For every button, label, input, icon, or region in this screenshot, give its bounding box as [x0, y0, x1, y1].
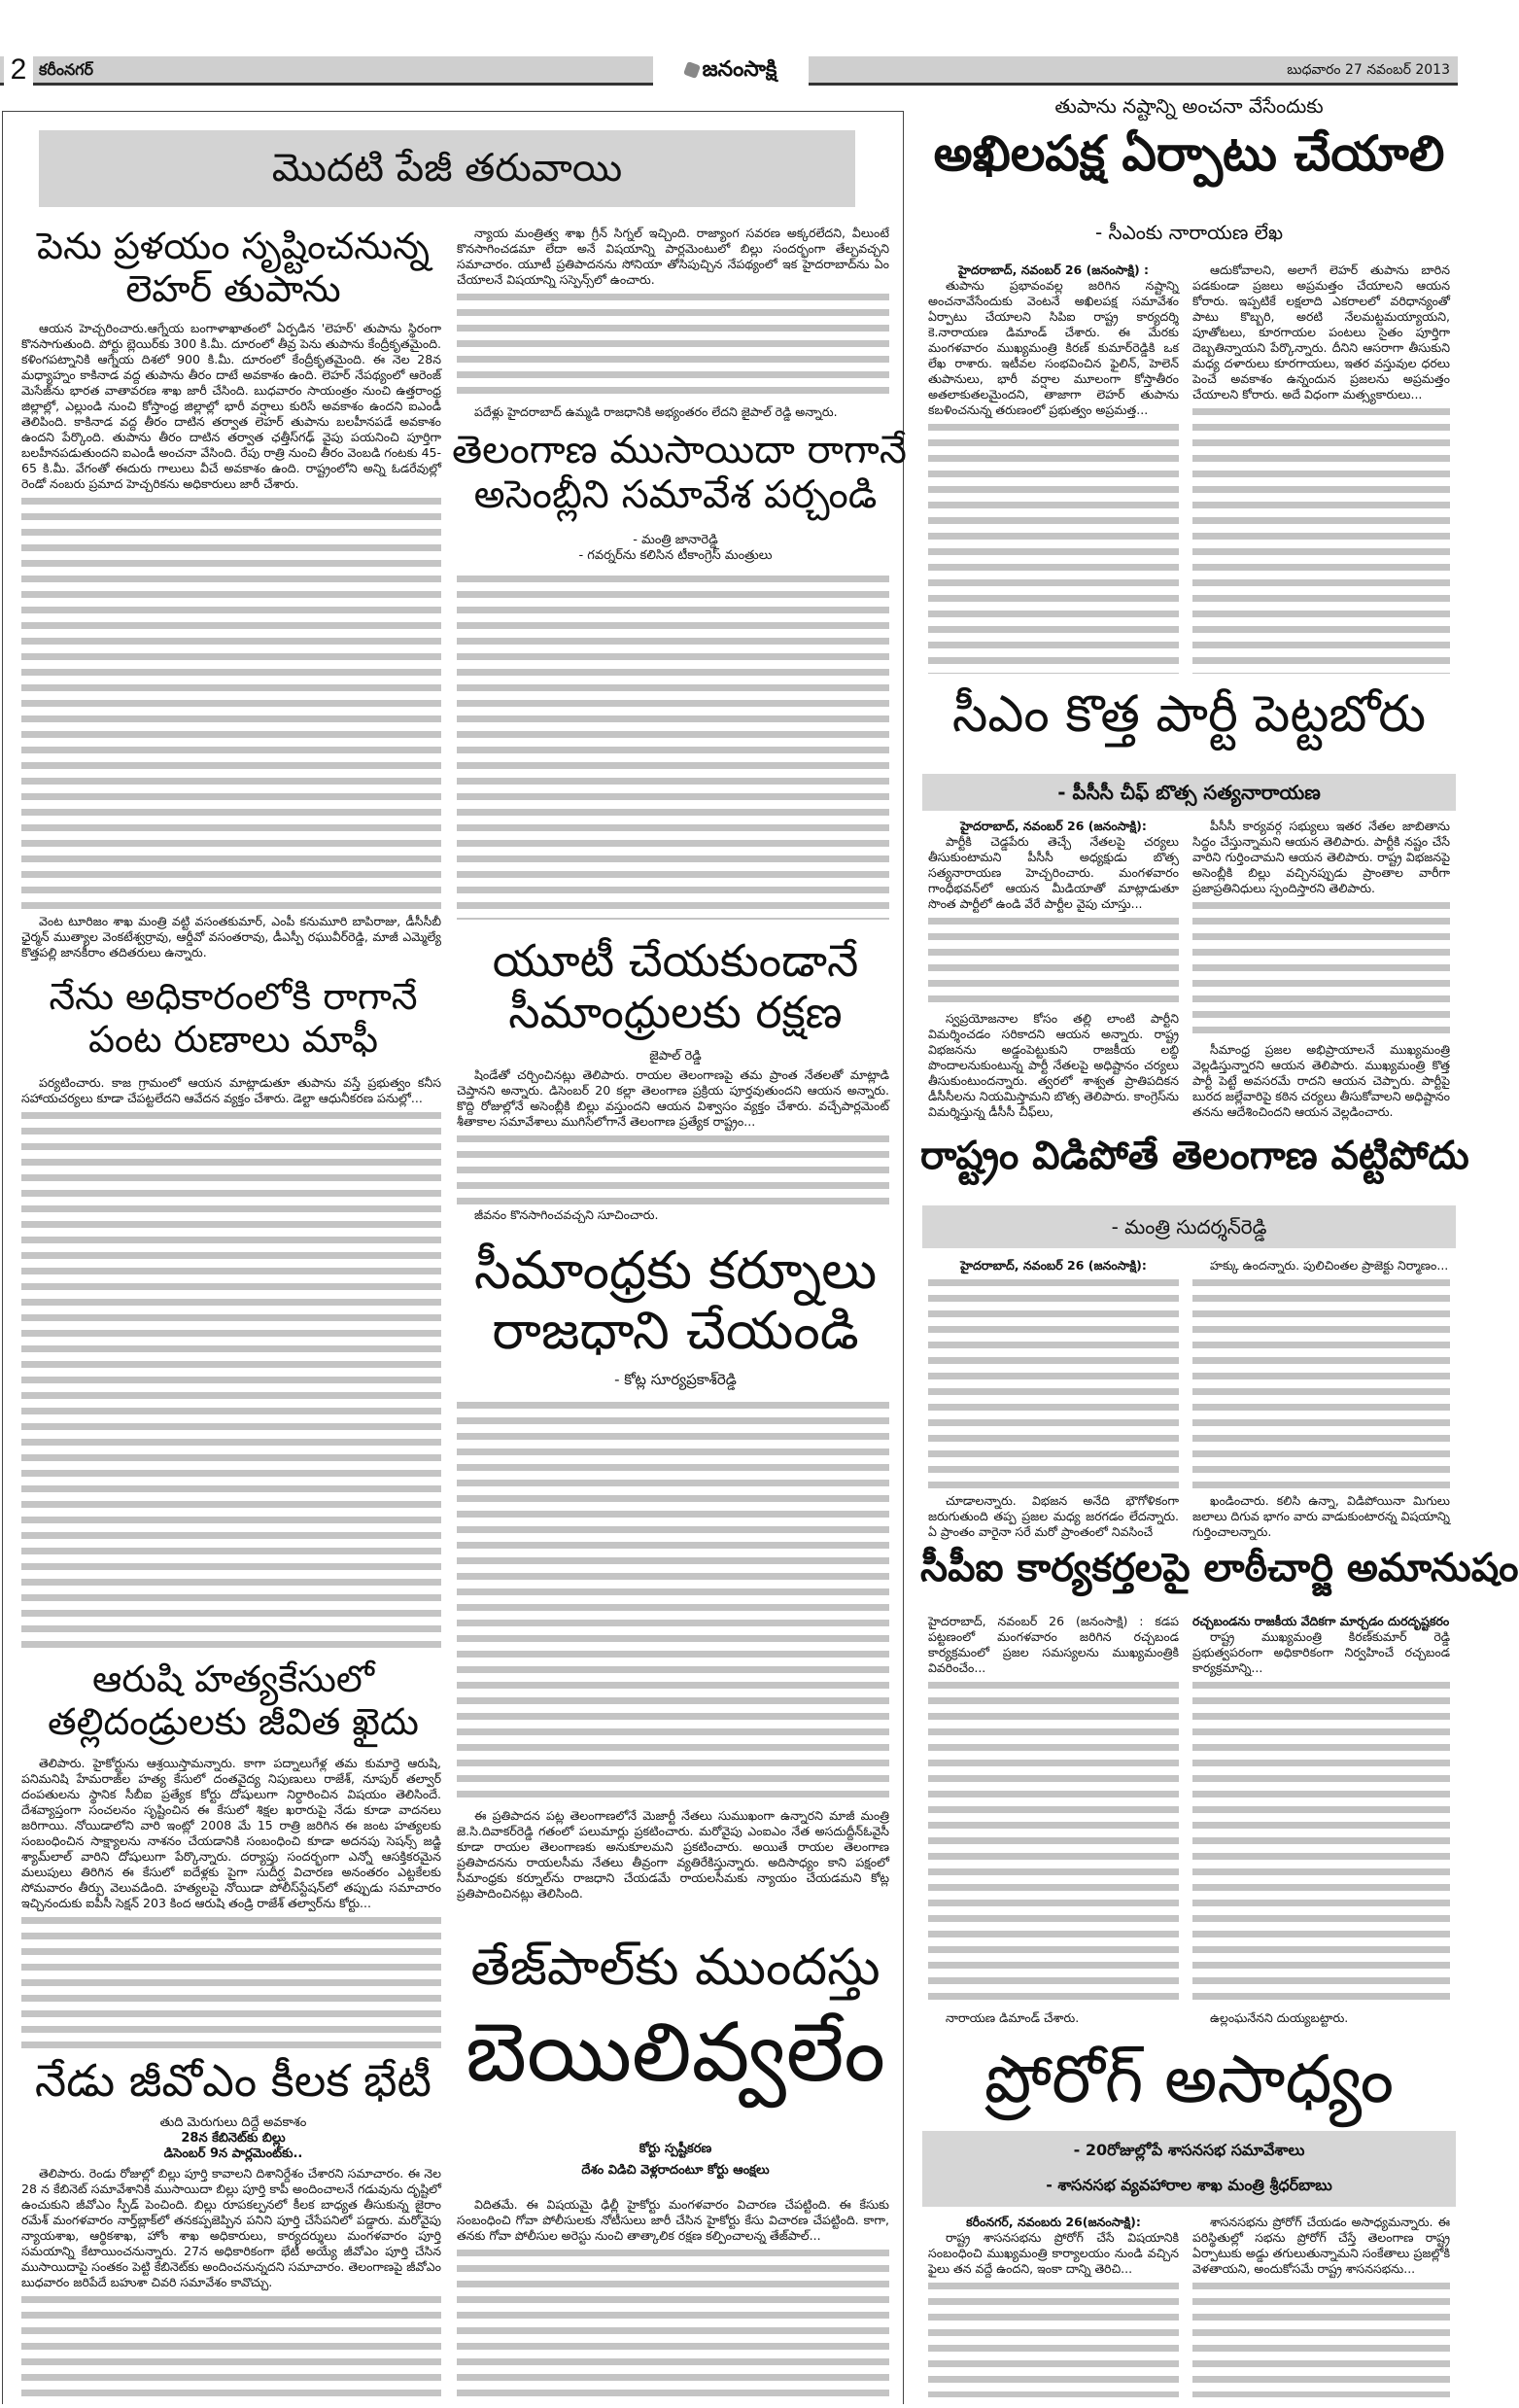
paragraph: చూడాలన్నారు. విభజన అనేది భౌగోళికంగా జరుగుతుంది తప్ప ప్రజల మధ్య జరగడం లేదన్నారు. ఏ ప్రాంతం వారైనా సరే మరో ప్రాంతంలో నివసించే — [928, 1493, 1179, 1539]
paragraph: ఆదుకోవాలని, అలాగే లెహర్ తుపాను బారిన పడకుండా ప్రజలు అప్రమత్తం చేయాలని ఆయన కోరారు. ఇప్పటికే లక్షలాది ఎకరాలలో వరిధాన్యంతో పాటు కొబ్బరి, అరటి నేలమట్టమయ్యాయని, పూతోటలు, కూరగాయల పంటలు సైతం పూర్తిగా దెబ్బతిన్నాయని పేర్కొన్నారు. దీనిని ఆసరాగా తీసుకుని మధ్య దళారులు కూరగాయలు, ఇతర వస్తువుల ధరలు పెంచే అవకాశం ఉన్నందున ప్రజలను అప్రమత్తం చేయాలని కోరారు. అదే విధంగా మత్స్యకారులు... — [1192, 262, 1450, 401]
byline: - శాసనసభ వ్యవహారాల శాఖ మంత్రి శ్రీధర్‌బాబు — [1046, 2176, 1332, 2194]
article-body-all-party-col2 — [1192, 262, 1450, 676]
dateline: కరీంనగర్, నవంబరు 26(జనంసాక్షి): — [966, 2215, 1141, 2229]
headline-line: తెలంగాణ ముసాయిదా రాగానే — [452, 428, 907, 472]
article-body-ut — [457, 1067, 889, 1223]
headline-tejpal — [452, 1937, 899, 2106]
headline-line: తేజ్‌పాల్‌కు ముందస్తు — [470, 1938, 880, 1997]
ut-byline: జైపాల్ రెడ్డి — [649, 1049, 702, 1064]
masthead — [653, 51, 809, 89]
paragraph: పార్టీకి చెడ్డపేరు తెచ్చే నేతలపై చర్యలు తీసుకుంటామని పీసీసీ అధ్యక్షుడు బొత్స సత్యనారాయణ హెచ్చరించారు. మంగళవారం గాంధీభవన్‌లో ఆయన మీడియాతో మాట్లాడుతూ సొంత పార్టీలో ఉండి వేరే పార్టీల వైపు చూస్తు... — [928, 834, 1179, 911]
paragraph: షిండేతో చర్చించినట్లు తెలిపారు. రాయల తెలంగాణపై తమ ప్రాంత నేతలతో మాట్లాడి చెప్తానని అన్నారు. డిసెంబర్ 20 కల్లా తెలంగాణ ప్రక్రియ పూర్తవుతుందని ఆయన అన్నారు. కొద్ది రోజుల్లోనే అసెంబ్లీకి బిల్లు వస్తుందని ఆయన విశ్వాసం వ్యక్తం చేశారు. వచ్చేపార్లమెంట్ శీతాకాల సమావేశాలు ముగిసేలోగానే తెలంగాణ ప్రత్యేక రాష్ట్రం... — [457, 1067, 889, 1129]
section-name: కరీంనగర్ — [39, 60, 94, 79]
dateline: హైదరాబాద్, నవంబర్ 26 (జనంసాక్షి) : — [957, 262, 1150, 277]
paragraph: స్వప్రయోజనాల కోసం తల్లి లాంటి పార్టీని విమర్శించడం సరికాదని ఆయన అన్నారు. రాష్ట్ర విభజనను అడ్డంపెట్టుకుని రాజకీయ లబ్ధి పొందాలనుకుంటున్న పార్టీ నేతలపై అధిష్టానం చర్యలు తీసుకుంటుందన్నారు. త్వరలో శాశ్వత ప్రాతిపదికన డీసీసీలను నియమిస్తామని బొత్స తెలిపారు. కాంగ్రెస్‌ను విమర్శిస్తున్న డీసీసీ చీఫ్‌లు, — [928, 1011, 1179, 1119]
article-body-telangana-col2 — [1192, 1258, 1450, 1540]
headline-line: ఆరుషి హత్యకేసులో — [92, 1658, 374, 1700]
headline-line: రాజధాని చేయండి — [492, 1300, 859, 1361]
paragraph: ఖండించారు. కలిసి ఉన్నా, విడిపోయినా మిగులు జలాలు దిగువ భాగం వారు వాడుకుంటారన్న విషయాన్ని గుర్తించాలన్నారు. — [1192, 1493, 1450, 1539]
text-continued — [457, 572, 889, 920]
article-body-cpi-col2 — [1192, 1614, 1450, 2026]
paragraph: తెలిపారు. రెండు రోజుల్లో బిల్లు పూర్తి కావాలని దిశానిర్దేశం చేశారని సమాచారం. ఈ నెల 28 న కేబినెట్ సమావేశానికి ముసాయిదా బిల్లు పూర్తి కాపీ అందించాలనే గడువును దృష్టిలో ఉంచుకుని జీవోఎం స్పీడ్ పెంచింది. బిల్లు రూపకల్పనలో కీలక బాధ్యత తీసుకున్న జైరాం రమేశ్ మంగళవారం నార్త్‌బ్లాక్‌లో తనకప్పజెప్పిన పనిని పూర్తి చేసేపనిలో పడ్డారు. మరోవైపు న్యాయశాఖ, ఆర్థికశాఖ, హోం శాఖ అధికారులు, కార్యదర్శులు మంగళవారం పూర్తి సమయాన్ని కేటాయించనున్నారు. 27న అధికారికంగా భేటీ అయ్యే జీవోఎం పూర్తి చేసిన ముసాయిదాపై సంతకం పెట్టి కేబినెట్‌కు అందించనున్నదని సమాచారం. తెలంగాణపై జీవోఎం బుధవారం జరిపేదే బహుశా చివరి సమావేశం కావొచ్చు. — [21, 2166, 441, 2289]
paragraph: ఆయన హెచ్చరించారు.ఆగ్నేయ బంగాళాఖాతంలో ఏర్పడిన 'లెహర్' తుపాను స్థిరంగా కొనసాగుతుంది. పోర్టు బ్లెయిర్‌కు 300 కి.మీ. దూరంలో తీవ్ర పెను తుపాను కేంద్రీకృతమైంది. కళింగపట్నానికి ఆగ్నేయ దిశలో 900 కి.మీ. దూరంలో కేంద్రీకృతమైంది. ఈ నెల 28న మధ్యాహ్నం కాకినాడ వద్ద తుపాను తీరం దాటే అవకాశం ఉంది. లెహర్ నేపథ్యంలో ఆరెంజ్ మెసేజ్‌ను భారత వాతావరణ శాఖ జారీ చేసింది. బుధవారం సాయంత్రం నుంచి ఉత్తరాంధ్ర జిల్లాల్లో, ఎల్లుండి నుంచి కోస్తాంధ్ర జిల్లాల్లో భారీ వర్షాలు కురిసే అవకాశం ఉందని ఐఎండీ తెలిపింది. కాకినాడ వద్ద తీరం దాటిన తర్వాత లెహర్ తుపాను బలహీనపడే అవకాశం ఉందని పేర్కొంది. తుపాను తీరం దాటిన తర్వాత ఛత్తీస్‌గఢ్ వైపు పయనించి పూర్తిగా బలహీనపడుతుందని ఐఎండీ అంచనా వేసింది. రేపు రాత్రి నుంచి తీరం వెంబడి గంటకు 45-65 కి.మీ. వేగంతో ఈదురు గాలులు వీచే అవకాశం ఉంది. రాష్ట్రంలోని అన్ని ఓడరేవుల్లో రెండో నంబరు ప్రమాద హెచ్చరికను అధికారులు జారీ చేశారు. — [21, 321, 441, 491]
article-body-telangana-col1 — [928, 1258, 1179, 1540]
issue-date: బుధవారం 27 నవంబర్ 2013 — [1287, 62, 1450, 78]
text-continued — [457, 1132, 889, 1205]
page-number: 2 — [4, 54, 33, 86]
text-continued — [21, 2292, 441, 2397]
paragraph: వెంట టూరిజం శాఖ మంత్రి వట్టి వసంతకుమార్, ఎంపీ కనుమూరి బాపిరాజు, డీసీసీబీ ఛైర్మన్ ముత్యాల వెంకటేశ్వర్రావు, ఆర్డీవో వసంతరావు, డీఎస్పీ రఘువీర్‌రెడ్డి, మాజీ ఎమ్మెల్యే కొత్తపల్లి జానకీరాం తదితరులు ఉన్నారు. — [21, 914, 441, 960]
headline-line: యూటీ చేయకుండానే — [492, 934, 859, 987]
byline: - గవర్నర్‌ను కలిసిన టీకాంగ్రెస్ మంత్రులు — [578, 548, 773, 563]
headline-line: బెయిలివ్వలేం — [465, 2005, 885, 2100]
prorogue-bylines — [922, 2131, 1456, 2207]
dateline: హైదరాబాద్, నవంబర్ 26 (జనంసాక్షి): — [960, 1258, 1147, 1273]
subhead: డిసెంబర్ 9న పార్లమెంట్‌కు.. — [163, 2146, 303, 2161]
headline-telangana: రాష్ట్రం విడిపోతే తెలంగాణ వట్టిపోదు — [920, 1134, 1469, 1178]
paragraph: ఈ ప్రతిపాదన పట్ల తెలంగాణలోనే మెజార్టీ నేతలు సుముఖంగా ఉన్నారని మాజీ మంత్రి జె.సి.దివాకర్‌రెడ్డి గతంలో పలుమార్లు ప్రకటించారు. మరోవైపు ఎంఐఎం నేత అసదుద్దీన్‌ఓవైసీ కూడా రాయల తెలంగాణకు అనుకూలమని ప్రకటించారు. అయితే రాయల తెలంగాణ ప్రతిపాదనను రాయలసీమ నేతలు తీవ్రంగా వ్యతిరేకిస్తున్నారు. అదిసాధ్యం కాని పక్షంలో సీమాంధ్రకు కర్నూల్‌ను రాజధాని చేయడమే రాయలసీమకు న్యాయం చేయడమని కోట్ల ప్రతిపాదించినట్లు తెలిసింది. — [457, 1808, 889, 1901]
headline-kurnool — [452, 1240, 899, 1361]
subhead: కోర్టు స్పష్టీకరణ — [639, 2142, 712, 2156]
headline-line: పంట రుణాలు మాఫీ — [87, 1017, 379, 1061]
byline: - 20రోజుల్లోపే శాసనసభ సమావేశాలు — [1073, 2141, 1305, 2159]
all-party-byline: - సీఎంకు నారాయణ లేఖ — [1094, 221, 1284, 244]
article-body-cpi-col1 — [928, 1614, 1179, 2026]
tejpal-subheads — [452, 2139, 899, 2181]
paragraph: పదేళ్లు హైదరాబాద్ ఉమ్మడి రాజధానికి అభ్యంతరం లేదని జైపాల్ రెడ్డి అన్నారు. — [474, 404, 838, 419]
article-body-all-party-col1 — [928, 262, 1179, 676]
text-continued — [928, 1275, 1179, 1491]
text-continued — [1192, 404, 1450, 674]
continued-banner: మొదటి పేజీ తరువాయి — [39, 130, 855, 207]
text-continued — [1192, 1275, 1450, 1491]
text-continued — [928, 2279, 1179, 2397]
headline-prorogue: ప్రోరోగ్ అసాధ్యం — [984, 2042, 1395, 2118]
article-body-arushi — [21, 1756, 441, 2053]
paragraph: తుపాను ప్రభావంవల్ల జరిగిన నష్టాన్ని అంచనావేసేందుకు వెంటనే అఖిలపక్ష సమావేశం ఏర్పాటు చేయాలని సిపిఐ రాష్ట్ర కార్యదర్శి కె.నారాయణ డిమాండ్ చేశారు. ఈ మేరకు మంగళవారం ముఖ్యమంత్రి కిరణ్ కుమార్‌రెడ్డికి ఒక లేఖ రాశారు. ఇటీవల సంభవించిన ఫైలిన్, హెలెన్ తుపానులు, భారీ వర్షాల మూలంగా కోస్తాతీరం అతలాకుతలమైందని, తాజాగా లెహర్ తుపాను కబళించనున్న తరుణంలో ప్రభుత్వం అప్రమత్త... — [928, 278, 1179, 417]
article-body-kurnool — [457, 1396, 889, 1902]
subhead: తుది మెరుగులు దిద్దే అవకాశం — [159, 2115, 307, 2130]
headline-gom — [19, 2055, 447, 2107]
text-continued — [928, 914, 1179, 1009]
headline-arushi — [19, 1658, 447, 1743]
text-continued — [21, 494, 441, 912]
text-continued — [21, 1108, 441, 1653]
paragraph: ఉల్లంఘనేనని దుయ్యబట్టారు. — [1210, 2010, 1349, 2025]
headline-assembly — [452, 428, 907, 517]
subhead: రచ్చబండను రాజకీయ వేదికగా మార్చడం దురదృష్టకరం — [1192, 1614, 1450, 1628]
article-body-prorogue-col1 — [928, 2215, 1179, 2399]
headline-all-party: అఖిలపక్ష ఏర్పాటు చేయాలి — [933, 125, 1445, 182]
paragraph: హక్కు ఉందన్నారు. పులిచింతల ప్రాజెక్టు నిర్మాణం... — [1210, 1258, 1449, 1273]
kurnool-byline: - కోట్ల సూర్యప్రకాశ్‌రెడ్డి — [614, 1371, 737, 1388]
headline-line: పెను ప్రళయం సృష్టించనున్న — [36, 225, 431, 267]
text-continued — [1192, 898, 1450, 1040]
gom-subheads — [19, 2115, 447, 2162]
paragraph: పీసీసీ కార్యవర్గ సభ్యులు ఇతర నేతల జాబితాను సిద్ధం చేస్తున్నామని ఆయన తెలిపారు. పార్టీకి నష్టం చేసే వారిని గుర్తించామని ఆయన తెలిపారు. రాష్ట్ర విభజనపై అసెంబ్లీకి బిల్లు వచ్చినప్పుడు ప్రాంతాల వారీగా ప్రజాప్రతినిధులు స్పందిస్తారని తెలిపారు. — [1192, 819, 1450, 895]
subhead: 28న కేబినెట్‌కు బిల్లు — [181, 2131, 286, 2146]
headline-ut — [452, 935, 899, 1038]
headline-line: అసెంబ్లీని సమావేశ పర్చండి — [473, 472, 878, 517]
paragraph: జీవనం కొనసాగించవచ్చని సూచించారు. — [474, 1207, 659, 1222]
byline: - మంత్రి జానారెడ్డి — [633, 533, 718, 547]
headline-line: తల్లిదండ్రులకు జీవిత ఖైదు — [48, 1699, 419, 1743]
text-continued — [928, 1678, 1179, 2008]
paragraph: శాసనసభను ప్రోరోగ్ చేయడం అసాధ్యమన్నారు. ఈ పరిస్థితుల్లో సభను ప్రోరోగ్ చేస్తే తెలంగాణ రాష్ట్ర ఏర్పాటుకు అడ్డు తగులుతున్నామని సంకేతాలు ప్రజల్లోకి వెళతాయని, అందుకోసమే రాష్ట్ర శాసనసభను... — [1192, 2215, 1450, 2276]
assembly-bylines — [452, 533, 899, 564]
headline-line: నేడు జీవోఎం కీలక భేటీ — [34, 2054, 432, 2107]
text-continued — [1192, 1678, 1450, 2008]
paragraph: హైదరాబాద్, నవంబర్ 26 (జనంసాక్షి) : కడప పట్టణంలో మంగళవారం జరిగిన రచ్చబండ కార్యక్రమంలో ప్రజల సమస్యలను ముఖ్యమంత్రికి వివరించేం... — [928, 1614, 1179, 1675]
telangana-byline: - మంత్రి సుదర్శన్‌రెడ్డి — [922, 1205, 1456, 1248]
headline-lehar — [19, 226, 447, 310]
headline-line: సీమాంధ్రకు కర్నూలు — [473, 1239, 878, 1301]
headline-crop-loans — [19, 976, 447, 1061]
kicker-all-party: తుపాను నష్టాన్ని అంచనా వేసేందుకు — [1054, 94, 1324, 118]
paragraph: నారాయణ డిమాండ్ చేశారు. — [946, 2010, 1080, 2025]
article-body-tejpal — [457, 2197, 889, 2399]
headline-line: లెహర్ తుపాను — [125, 266, 341, 310]
article-body-assembly — [457, 570, 889, 922]
text-continued — [457, 2246, 889, 2397]
paragraph: పర్యటించారు. కాజ గ్రామంలో ఆయన మాట్లాడుతూ తుపాను వస్తే ప్రభుత్వం కనీస సహాయచర్యలు కూడా చేపట్టలేదని ఆవేదన వ్యక్తం చేశారు. డెల్టా ఆధునీకరణ పనుల్లో... — [21, 1075, 441, 1105]
text-continued — [928, 420, 1179, 674]
article-body-crop-loans — [21, 1075, 441, 1655]
text-continued — [21, 1913, 441, 2051]
dateline: హైదరాబాద్, నవంబర్ 26 (జనంసాక్షి): — [960, 819, 1147, 833]
paragraph: తెలిపారు. హైకోర్టును ఆశ్రయిస్తామన్నారు. కాగా పద్నాలుగేళ్ల తమ కుమార్తె ఆరుషి, పనిమనిషి హేమరాజ్‌ల హత్య కేసులో దంతవైద్య నిపుణులు రాజేశ్, నూపుర్ తల్వార్ దంపతులను స్థానిక సీబీఐ ప్రత్యేక కోర్టు దోషులుగా నిర్ధారించిన విషయం తెలిసిందే. దేశవ్యాప్తంగా సంచలనం సృష్టించిన ఈ కేసులో శిక్షల ఖరారుపై నేడు కూడా వాదనలు జరిగాయి. నోయిడాలోని వారి ఇంట్లో 2008 మే 15 రాత్రి జరిగిన ఈ జంట హత్యలకు సంబంధించిన సాక్ష్యాలను నాశనం చేయడానికి సంబంధించి కూడా అదనపు సెషన్స్ జడ్జి శ్యామ్‌లాల్ వారిని దోషులుగా పేర్కొన్నారు. దర్యాప్తు సందర్భంగా ఎన్నో ఆసక్తికరమైన మలుపులు తిరిగిన ఈ కేసులో ఐదేళ్లకు పైగా సుదీర్ఘ విచారణ అనంతరం ఎట్టకేలకు సోమవారం తీర్పు వెలువడింది. హత్యలపై నోయిడా పోలీస్‌స్టేషన్‌లో తప్పుడు సమాచారం ఇచ్చినందుకు ఐపీసీ సెక్షన్ 203 కింద ఆరుషి తండ్రి రాజేశ్ తల్వార్‌ను కోర్టు... — [21, 1756, 441, 1910]
text-continued — [457, 1398, 889, 1806]
masthead-logo-icon — [683, 61, 701, 79]
article-body-new-party-col1 — [928, 819, 1179, 1120]
article-body-new-party-col2 — [1192, 819, 1450, 1120]
article-body-lehar — [21, 321, 441, 960]
headline-line: నేను అధికారంలోకి రాగానే — [49, 975, 418, 1018]
article-body-gom — [21, 2166, 441, 2399]
article-body-continued-middle — [457, 226, 889, 420]
paragraph: న్యాయ మంత్రిత్వ శాఖ గ్రీన్ సిగ్నల్ ఇచ్చింది. రాజ్యాంగ సవరణ అక్కరలేదని, వీలుంటే కొనసాగించడమా లేదా అనే విషయాన్ని పార్లమెంటులో బిల్లు సందర్భంగా తేల్చవచ్చని సమాచారం. యూటీ ప్రతిపాదనను సోనియా తోసిపుచ్చిన నేపథ్యంలో ఇక హైదరాబాద్‌ను ఏం చేయాలనే విషయాన్ని సస్పెన్స్‌లో ఉంచారు. — [457, 226, 889, 287]
paragraph: రాష్ట్ర ముఖ్యమంత్రి కిరణ్‌కుమార్ రెడ్డి ప్రభుత్వపరంగా అధికారికంగా నిర్వహించే రచ్చబండ కార్యక్రమాన్ని... — [1192, 1629, 1450, 1675]
subhead: దేశం విడిచి వెళ్లరాదంటూ కోర్టు ఆంక్షలు — [581, 2163, 770, 2178]
headline-new-party: సీఎం కొత్త పార్టీ పెట్టబోరు — [951, 685, 1427, 744]
new-party-byline: - పీసీసీ చీఫ్ బొత్స సత్యనారాయణ — [922, 774, 1456, 811]
headline-cpi: సీపీఐ కార్యకర్తలపై లాఠీచార్జి అమానుషం — [920, 1546, 1519, 1590]
paragraph: విదితమే. ఈ విషయమై ఢిల్లీ హైకోర్టు మంగళవారం విచారణ చేపట్టింది. ఈ కేసుకు సంబంధించి గోవా పోలీసులకు నోటీసులు జారీ చేసిన హైకోర్టు కేసు విచారణ చేపట్టింది. కాగా, తనకు గోవా పోలీసుల అరెస్టు నుంచి తాత్కాలిక రక్షణ కల్పించాలన్న తేజ్‌పాల్... — [457, 2197, 889, 2243]
masthead-title: జనంసాక్షి — [702, 57, 777, 82]
text-continued — [457, 290, 889, 402]
text-continued — [1192, 2279, 1450, 2397]
headline-line: సీమాంధ్రులకు రక్షణ — [508, 985, 843, 1038]
paragraph: సీమాంధ్ర ప్రజల అభిప్రాయాలనే ముఖ్యమంత్రి వెల్లడిస్తున్నారని ఆయన తెలిపారు. ముఖ్యమంత్రి కొత్త పార్టీ పెట్టే అవసరమే రాదని ఆయన చెప్పారు. పార్టీపై బురద జల్లేవారిపై కఠిన చర్యలు తీసుకోవాలని అధిష్టానం తనను ఆదేశించిందని ఆయన వెల్లడించారు. — [1192, 1042, 1450, 1119]
article-body-prorogue-col2 — [1192, 2215, 1450, 2399]
paragraph: రాష్ట్ర శాసనసభను ప్రోరోగ్ చేసే విషయానికి సంబంధించి ముఖ్యమంత్రి కార్యాలయం నుండి వచ్చిన ఫైలు తన వద్దే ఉందని, ఇంకా దాన్ని తెరిచి... — [928, 2230, 1179, 2276]
